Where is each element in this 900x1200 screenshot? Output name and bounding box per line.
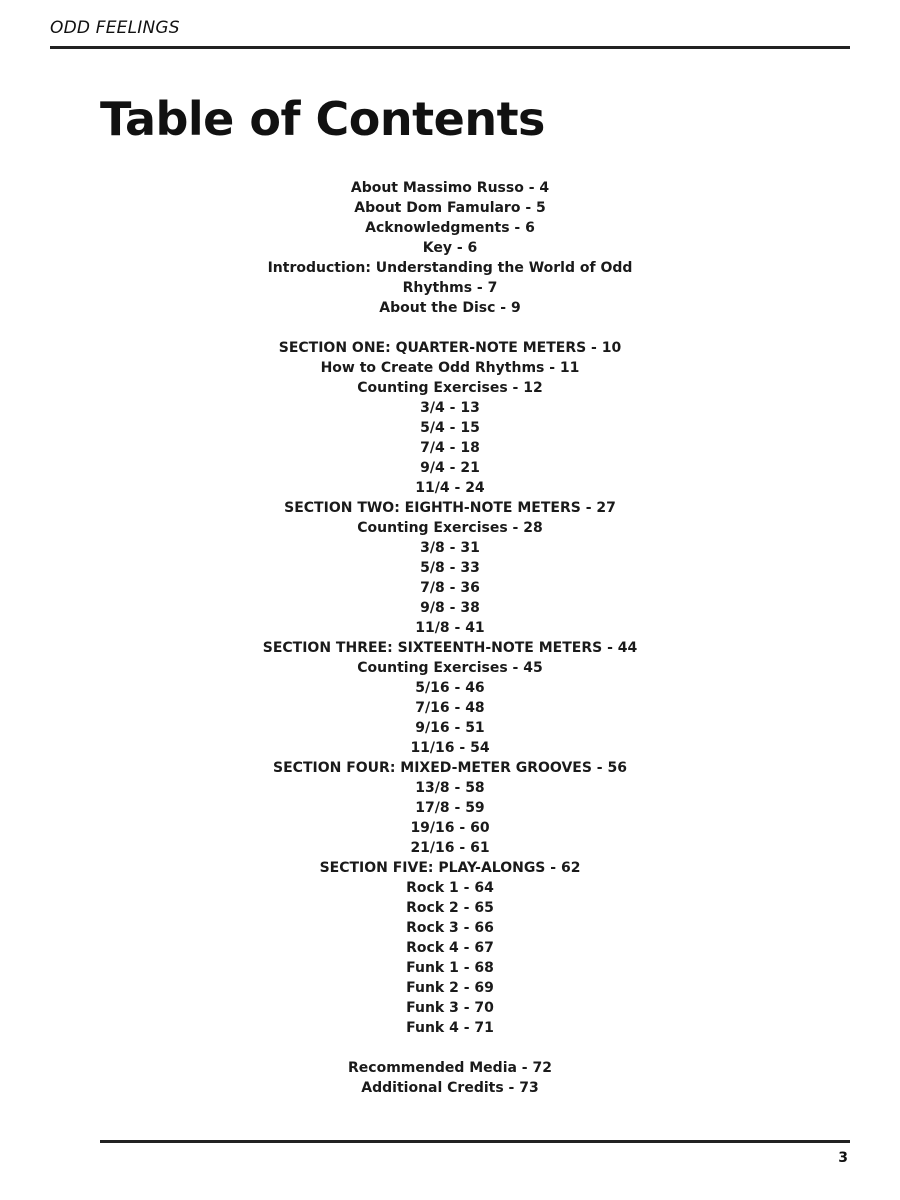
toc-entry: 7/8 - 36	[420, 580, 480, 596]
toc-entry: About Dom Famularo - 5	[354, 200, 546, 216]
toc-entry: Acknowledgments - 6	[365, 220, 535, 236]
toc-entry: Funk 2 - 69	[406, 980, 494, 996]
toc-entry: 17/8 - 59	[415, 800, 485, 816]
toc-entry: Rock 2 - 65	[406, 900, 494, 916]
page-number: 3	[838, 1150, 848, 1166]
toc-entry: 3/4 - 13	[420, 400, 480, 416]
toc-entry: Key - 6	[422, 240, 478, 256]
toc-entry: Additional Credits - 73	[361, 1080, 539, 1096]
toc-entry: Counting Exercises - 28	[357, 520, 543, 536]
running-header: ODD FEELINGS	[50, 18, 180, 38]
toc-group-sections	[150, 338, 750, 1038]
header-rule	[50, 46, 850, 49]
toc-entry: 3/8 - 31	[420, 540, 480, 556]
toc-entry: Funk 1 - 68	[406, 960, 494, 976]
page-title: Table of Contents	[100, 92, 545, 146]
toc-entry: 13/8 - 58	[415, 780, 485, 796]
toc-entry: About the Disc - 9	[379, 300, 521, 316]
toc-entry: 9/16 - 51	[415, 720, 485, 736]
toc-entry: About Massimo Russo - 4	[350, 180, 550, 196]
toc-entry: Recommended Media - 72	[348, 1060, 552, 1076]
toc-entry: 5/4 - 15	[420, 420, 480, 436]
toc-entry: 7/4 - 18	[420, 440, 480, 456]
toc-entry: Counting Exercises - 45	[357, 660, 543, 676]
toc-entry: 19/16 - 60	[410, 820, 490, 836]
toc-group-intro	[150, 178, 750, 318]
toc-section-heading: SECTION ONE: QUARTER-NOTE METERS - 10	[278, 340, 622, 356]
toc-entry: 5/16 - 46	[415, 680, 485, 696]
toc-entry: Rock 4 - 67	[406, 940, 494, 956]
toc-spacer	[150, 1038, 750, 1058]
toc-entry: 21/16 - 61	[410, 840, 490, 856]
toc-entry: 11/8 - 41	[415, 620, 485, 636]
toc-entry: 9/8 - 38	[420, 600, 480, 616]
toc-section-heading: SECTION THREE: SIXTEENTH-NOTE METERS - 44	[262, 640, 638, 656]
toc-entry: Rock 1 - 64	[406, 880, 494, 896]
toc-entry: 7/16 - 48	[415, 700, 485, 716]
toc-entry: 11/16 - 54	[410, 740, 490, 756]
toc-section-heading: SECTION FOUR: MIXED-METER GROOVES - 56	[273, 760, 627, 776]
toc-entry: Funk 4 - 71	[406, 1020, 494, 1036]
toc-section-heading: SECTION FIVE: PLAY-ALONGS - 62	[319, 860, 581, 876]
table-of-contents	[150, 178, 750, 1098]
toc-entry: Funk 3 - 70	[406, 1000, 494, 1016]
toc-entry: 9/4 - 21	[420, 460, 480, 476]
toc-entry: 11/4 - 24	[415, 480, 485, 496]
toc-section-heading: SECTION TWO: EIGHTH-NOTE METERS - 27	[284, 500, 616, 516]
toc-entry: Rock 3 - 66	[406, 920, 494, 936]
toc-entry: 5/8 - 33	[420, 560, 480, 576]
toc-spacer	[150, 318, 750, 338]
toc-entry: How to Create Odd Rhythms - 11	[320, 360, 580, 376]
footer-rule	[100, 1140, 850, 1143]
toc-group-closing	[150, 1058, 750, 1098]
toc-entry: Introduction: Understanding the World of Odd	[267, 260, 633, 276]
toc-entry: Rhythms - 7	[402, 280, 498, 296]
toc-entry: Counting Exercises - 12	[357, 380, 543, 396]
